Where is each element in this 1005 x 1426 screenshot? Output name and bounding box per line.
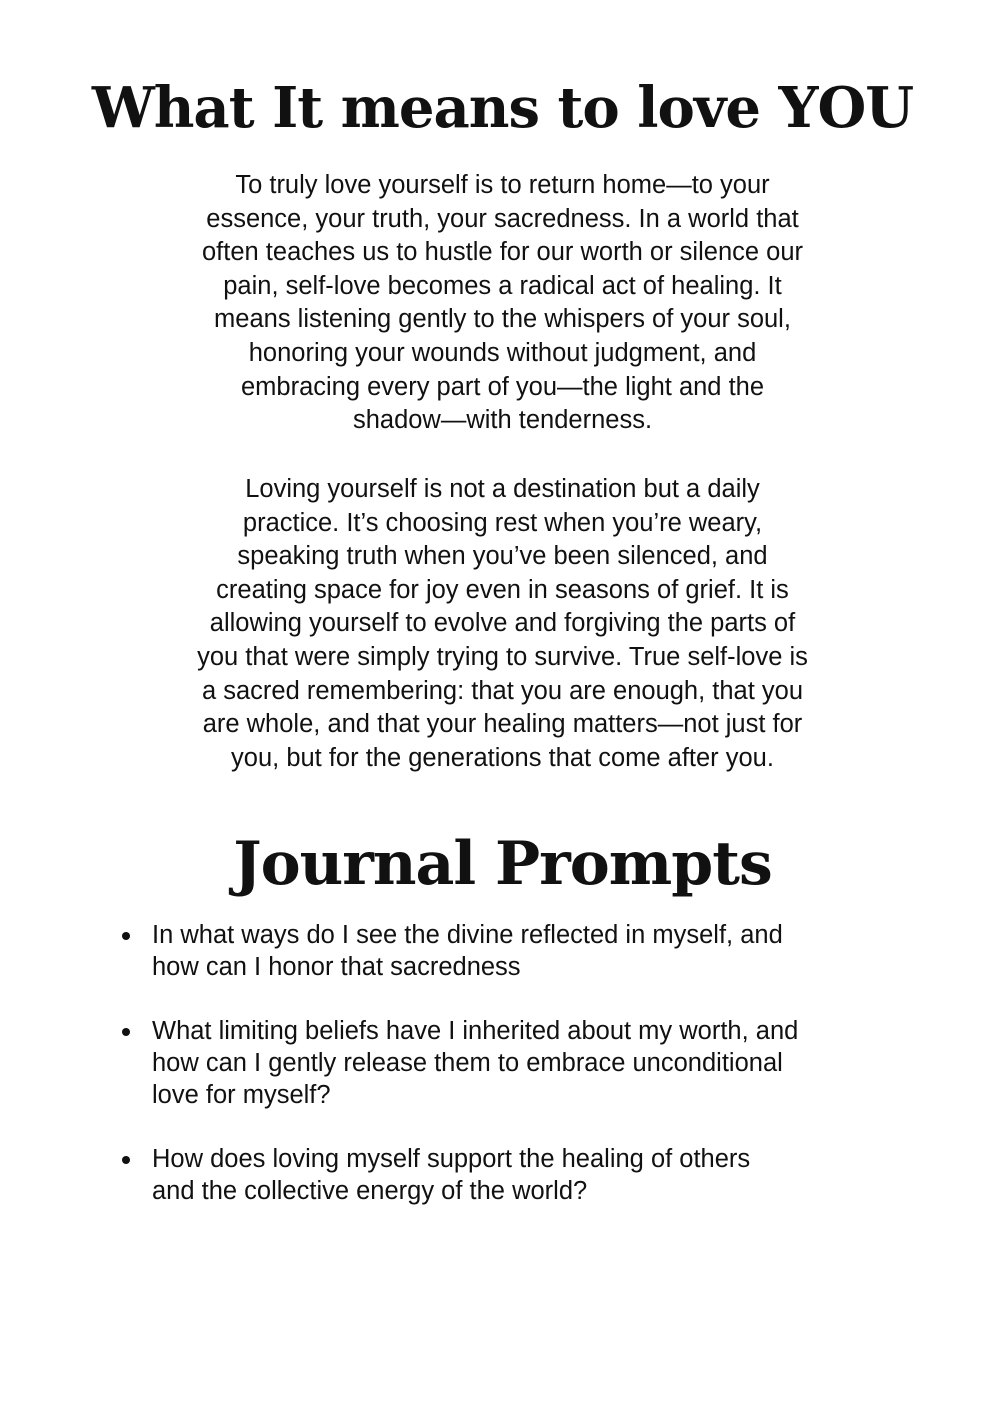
text-line: often teaches us to hustle for our worth or silence our: [202, 238, 803, 267]
bullet-icon: [122, 1156, 130, 1164]
text-line: how can I honor that sacredness: [152, 953, 521, 981]
bullet-icon: [122, 1028, 130, 1036]
text-line: To truly love yourself is to return home—to your: [235, 171, 770, 199]
text-line: honoring your wounds without judgment, and: [248, 338, 757, 367]
bullet-icon: [122, 932, 130, 940]
prompt-item: [120, 919, 920, 983]
second-paragraph: [0, 473, 1005, 775]
prompt-text: [152, 1015, 920, 1111]
text-line: means listening gently to the whispers of your soul,: [214, 305, 791, 334]
text-line: embracing every part of you—the light and the: [240, 372, 765, 401]
prompt-item: [120, 1143, 920, 1207]
text-line: you that were simply trying to survive. True self-love is: [197, 642, 808, 671]
prompt-text: [152, 919, 920, 983]
intro-paragraph: [0, 169, 1005, 438]
text-line: and the collective energy of the world?: [152, 1177, 588, 1205]
text-line: a sacred remembering: that you are enough, that you: [201, 676, 804, 705]
text-line: essence, your truth, your sacredness. In a world that: [206, 204, 799, 233]
prompt-text: [152, 1143, 920, 1207]
text-line: shadow—with tenderness.: [352, 406, 653, 435]
text-line: how can I gently release them to embrace unconditional: [152, 1049, 783, 1077]
text-line: What limiting beliefs have I inherited about my worth, and: [152, 1017, 799, 1045]
text-line: love for myself?: [152, 1081, 331, 1109]
text-line: practice. It’s choosing rest when you’re weary,: [242, 508, 763, 537]
text-line: How does loving myself support the healing of others: [152, 1145, 751, 1173]
text-line: are whole, and that your healing matters—not just for: [202, 710, 803, 739]
journal-prompts-heading: Journal Prompts: [233, 829, 772, 899]
text-line: speaking truth when you’ve been silenced, and: [237, 542, 768, 571]
text-line: you, but for the generations that come after you.: [231, 743, 774, 772]
text-line: In what ways do I see the divine reflected in myself, and: [152, 921, 783, 949]
text-line: Loving yourself is not a destination but a daily: [245, 475, 760, 503]
page-title: What It means to love YOU: [91, 75, 914, 141]
journal-prompts-list: [120, 919, 920, 1239]
prompt-item: [120, 1015, 920, 1111]
text-line: creating space for joy even in seasons of grief. It is: [216, 575, 789, 604]
text-line: allowing yourself to evolve and forgiving the parts of: [209, 609, 796, 638]
text-line: pain, self-love becomes a radical act of healing. It: [223, 271, 782, 300]
